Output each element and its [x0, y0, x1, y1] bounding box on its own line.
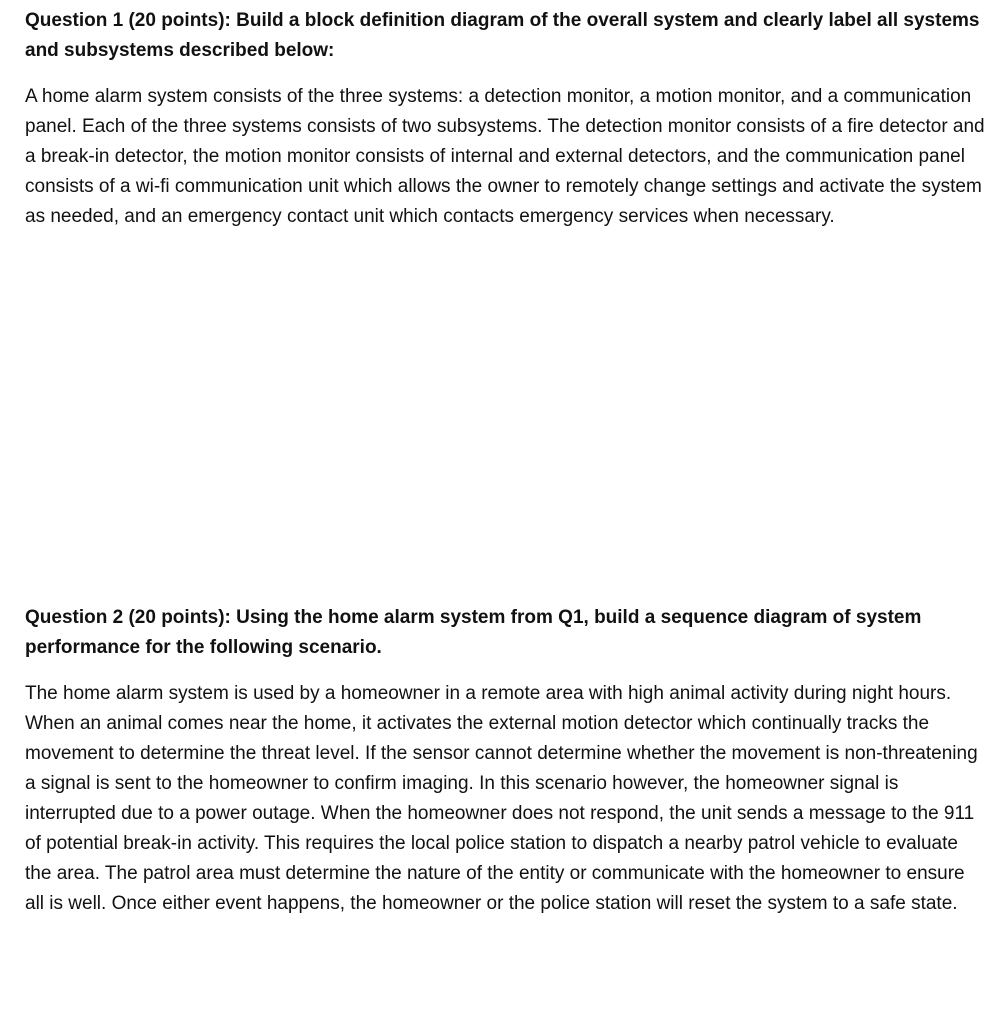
question-1-body: A home alarm system consists of the three systems: a detection monitor, a motion monitor, and a communication panel. Each of the three systems consists of two subsystems. The detection monitor consists of a fire detector and a break-in detector, the motion monitor consists of internal and external detectors, and the communication panel consists of a wi-fi communication unit which allows the owner to remotely change settings and activate the system as needed, and an emergency contact unit which contacts emergency services when necessary.	[25, 86, 985, 227]
question-1-heading: Question 1 (20 points): Build a block definition diagram of the overall system and clearly label all systems and subsystems described below:	[25, 10, 980, 61]
question-2-body: The home alarm system is used by a homeowner in a remote area with high animal activity during night hours. When an animal comes near the home, it activates the external motion detector which continually tracks the movement to determine the threat level. If the sensor cannot determine whether the movement is non-threatening a signal is sent to the homeowner to confirm imaging. In this scenario however, the homeowner signal is interrupted due to a power outage. When the homeowner does not respond, the unit sends a message to the 911 of potential break-in activity. This requires the local police station to dispatch a nearby patrol vehicle to evaluate the area. The patrol area must determine the nature of the entity or communicate with the homeowner to ensure all is well. Once either event happens, the homeowner or the police station will reset the system to a safe state.	[25, 683, 978, 914]
question-1	[25, 6, 985, 232]
question-2	[25, 603, 985, 919]
question-2-heading: Question 2 (20 points): Using the home alarm system from Q1, build a sequence diagram of system performance for the following scenario.	[25, 607, 922, 658]
